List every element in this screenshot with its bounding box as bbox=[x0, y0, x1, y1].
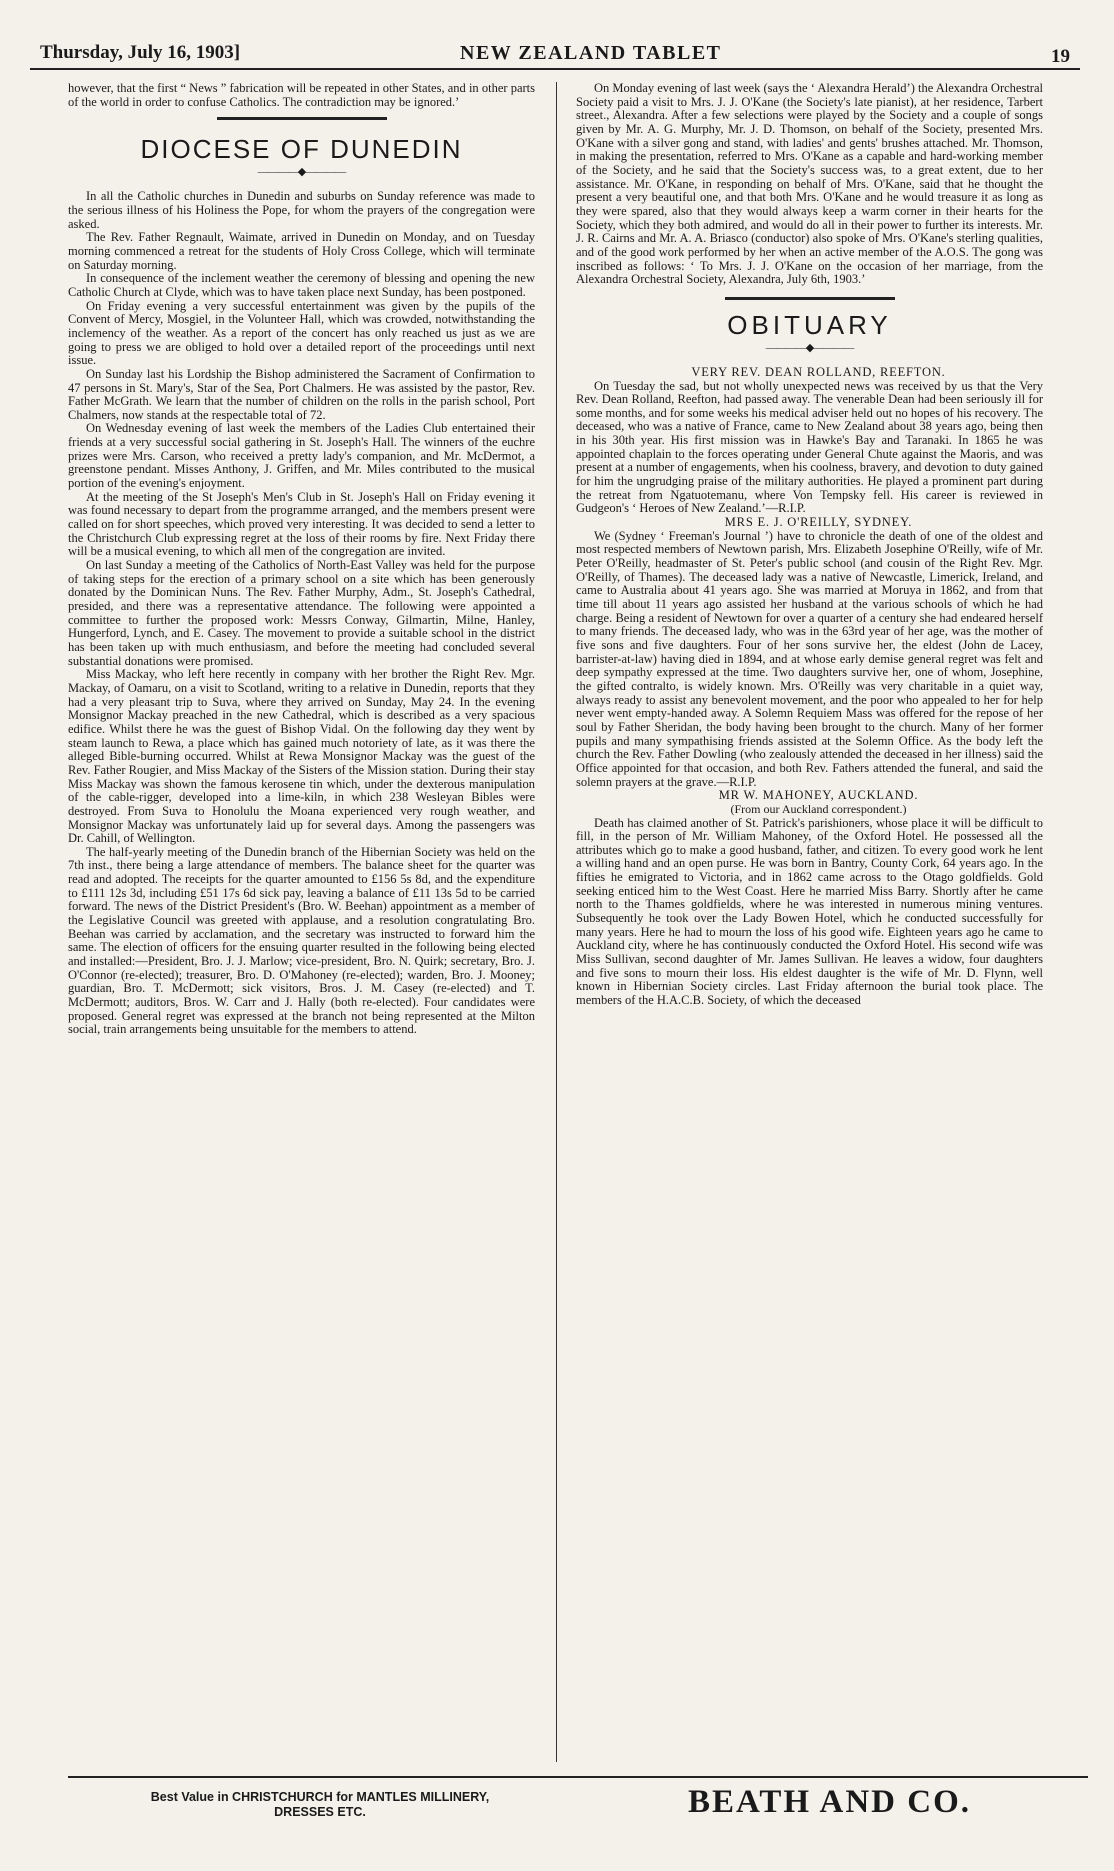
obituary-entry bbox=[576, 789, 1043, 1008]
diocese-paragraphs bbox=[68, 190, 535, 1037]
news-paragraph: On Sunday last his Lordship the Bishop administered the Sacrament of Confirmation to 47 persons in St. Mary's, Star of the Sea, Port Chalmers. He was assisted by the pastor, Rev. Father McGrath. We learn that the number of children on the rolls in the parish school, Port Chalmers, now stands at the respectable total of 72. bbox=[68, 366, 535, 422]
news-paragraph: On last Sunday a meeting of the Catholics of North-East Valley was held for the purpose of taking steps for the erection of a primary school on a site which has been generously donated by the Dominican Nuns. The Rev. Father Murphy, Adm., St. Joseph's Cathedral, presided, and there was a representative attendance. The following were appointed a committee to further the proposed work: Messrs Conway, Gilmartin, Milne, Hanley, Hungerford, Lynch, and E. Casey. The movement to provide a suitable school in the district has been taken up with much enthusiasm, and before the meeting had concluded several substantial donations were promised. bbox=[68, 558, 535, 668]
news-paragraph: In consequence of the inclement weather the ceremony of blessing and opening the new Catholic Church at Clyde, which was to have taken place next Sunday, has been postponed. bbox=[68, 271, 535, 299]
left-column bbox=[68, 82, 535, 1762]
news-paragraph: At the meeting of the St Joseph's Men's Club in St. Joseph's Hall on Friday evening it was found necessary to depart from the programme arranged, and the members present were called on for short speeches, which proved very interesting. It was decided to send a letter to the Christchurch Club expressing regret at the loss of their rooms by fire. Next Friday there will be a musical evening, to which all men of the congregation are invited. bbox=[68, 489, 535, 559]
obituary-text: We (Sydney ‘ Freeman's Journal ’) have to chronicle the death of one of the oldest and most respected members of Newtown parish, Mrs. Elizabeth Josephine O'Reilly, wife of Mr. Peter O'Reilly, headmaster of St. Peter's public school (and cousin of the Right Rev. Mgr. O'Reilly, of Thames). The deceased lady was a native of Newcastle, Limerick, Ireland, and came to Australia about 41 years ago. She was married at Moruya in 1862, and from that time till about 11 years ago assisted her husband at the various schools of which he had charge. Being a resident of Newtown for over a quarter of a century she had endeared herself to many friends. The deceased lady, who was in the 63rd year of her age, was the mother of five sons and five daughters. Four of her sons survive her, the eldest (John de Lacey, barrister-at-law) having died in 1894, and at whose early demise general regret was felt and deep sympathy expressed at the time. Two daughters survive her, one of whom, Josephine, the gifted contralto, is widely known. Mrs. O'Reilly was very charitable in a quiet way, always ready to assist any benevolent movement, and the poor who appealed to her for help never went empty-handed away. A Solemn Requiem Mass was offered for the repose of her soul by Father Sheridan, the body having been brought to the church. Many of her former pupils and many sympathising friends assisted at the Solemn Office. As the body left the church the Rev. Father Dowling (who zealously attended the deceased in her illness) said the Office appointed for that occasion, and both Rev. Fathers attended the funeral, and said the solemn prayers at the grave.—R.I.P. bbox=[576, 528, 1043, 789]
footer-rule bbox=[68, 1776, 1088, 1778]
footer-ad bbox=[110, 1790, 530, 1820]
page-number: 19 bbox=[1051, 46, 1070, 67]
alexandra-paragraph: On Monday evening of last week (says the ‘ Alexandra Herald’) the Alexandra Orchestral Society paid a visit to Mrs. J. J. O'Kane (the Society's late pianist), at her residence, Tarbert street., Alexandra. After a few selections were played by the Society and a couple of songs given by Mr. A. G. Murphy, Mr. J. D. Thomson, on behalf of the Society, presented Mrs. O'Kane with a silver gong and stand, with ladies' and gents' brushes attached. Mr. Thomson, in making the presentation, referred to Mrs. O'Kane as a capable and hard-working member of the Society, and he said that the Society's success was, to a great extent, due to her assistance. Mr. O'Kane, in responding on behalf of Mrs. O'Kane, said that he thought the present a very beautiful one, and that both Mrs. O'Kane and he would treasure it as long as they were spared, also that they would always keep a warm corner in their hearts for the Society, which they both admired, and would do all in their power to further its interests. Mr. J. R. Cairns and Mr. A. A. Briasco (conductor) also spoke of Mrs. O'Kane's sterling qualities, and of the good work performed by her when an active member of the A.O.S. The gong was inscribed as follows: ‘ To Mrs. J. J. O'Kane on the occasion of her marriage, from the Alexandra Orchestral Society, Alexandra, July 6th, 1903.’ bbox=[576, 82, 1043, 287]
obituary-list bbox=[576, 366, 1043, 1008]
obituary-title: OBITUARY bbox=[727, 309, 892, 340]
right-column bbox=[576, 82, 1043, 1762]
news-paragraph: The Rev. Father Regnault, Waimate, arrived in Dunedin on Monday, and on Tuesday morning commenced a retreat for the students of Holy Cross College, which will terminate on Saturday morning. bbox=[68, 230, 535, 272]
publication-title: NEW ZEALAND TABLET bbox=[460, 42, 722, 64]
news-paragraph: On Wednesday evening of last week the members of the Ladies Club entertained their friends at a very successful social gathering in St. Joseph's Hall. The winners of the euchre prizes were Mrs. Carson, who received a pretty lady's companion, and Mr. McDermot, a greenstone pendant. Misses Anthony, J. Griffen, and Mr. Miles contributed to the musical portion of the evening's enjoyment. bbox=[68, 421, 535, 491]
footer-ad-line: DRESSES ETC. bbox=[274, 1805, 366, 1819]
obituary-heading: MR W. MAHONEY, AUCKLAND. bbox=[718, 788, 919, 803]
obituary-heading: MRS E. J. O'REILLY, SYDNEY. bbox=[724, 515, 913, 530]
intro-paragraph: however, that the first “ News ” fabrication will be repeated in other States, and in other parts of the world in order to confuse Catholics. The contradiction may be ignored.’ bbox=[68, 82, 535, 109]
obituary-heading: VERY REV. DEAN ROLLAND, REEFTON. bbox=[691, 364, 946, 379]
news-paragraph: In all the Catholic churches in Dunedin and suburbs on Sunday reference was made to the serious illness of his Holiness the Pope, for whom the prayers of the congregation were asked. bbox=[68, 189, 535, 231]
obituary-entry bbox=[576, 516, 1043, 789]
page-header bbox=[30, 40, 1080, 70]
column-rule bbox=[556, 82, 557, 1762]
obituary-text: Death has claimed another of St. Patrick's parishioners, whose place it will be difficult to fill, in the person of Mr. William Mahoney, of the Oxford Hotel. He possessed all the attributes which go to make a good husband, father, and citizen. To every good work he lent a willing hand and an open purse. He was born in Bantry, County Cork, 64 years ago. In the fifties he emigrated to Victoria, and in 1862 came across to the Otago goldfields. Gold seeking enticed him to the West Coast. Here he married Miss Barry. Shortly after he came north to the Thames goldfields, where he was interested in numerous mining ventures. Subsequently he took over the Lady Bowen Hotel, which he conducted successfully for many years. Here he had to mourn the loss of his good wife. Eighteen years ago he came to Auckland city, where he has continuously conducted the Oxford Hotel. His second wife was Miss Sullivan, second daughter of Mr. James Sullivan. He leaves a widow, four daughters and five sons to mourn their loss. His eldest daughter is the wife of Mr. D. Flynn, well known in Hibernian Society circles. Last Friday afternoon the burial took place. The members of the H.A.C.B. Society, of which the deceased bbox=[576, 815, 1043, 1008]
ornament-divider: ————◆———— bbox=[765, 341, 854, 354]
issue-date: Thursday, July 16, 1903] bbox=[40, 42, 241, 63]
advertiser-brand: BEATH AND CO. bbox=[688, 1784, 972, 1820]
footer-ad-line: Best Value in CHRISTCHURCH for MANTLES MILLINERY, bbox=[150, 1790, 490, 1804]
ornament-divider: ————◆———— bbox=[257, 166, 346, 179]
news-paragraph: Miss Mackay, who left here recently in company with her brother the Right Rev. Mgr. Mackay, of Oamaru, on a visit to Scotland, writing to a relative in Dunedin, reports that they had a very pleasant trip to Suva, where they arrived on Sunday, May 24. In the evening Monsignor Mackay preached in the new Cathedral, which is described as a very spacious edifice. Whilst there he was the guest of Bishop Vidal. On the following day they went by steam launch to Rewa, a place which has gained much notoriety of late, as it was there the alleged Bible-burning occurred. Whilst at Rewa Monsignor Mackay was the guest of the Rev. Father Rougier, and Miss Mackay of the Sisters of the Mission station. During their stay Miss Mackay was shown the famous kerosene tin which, under the dexterous manipulation of the cable-rigger, developed into a lime-kiln, in which 238 Wesleyan Bibles were destroyed. From Suva to Honolulu the Moana experienced very rough weather, and Monsignor Mackay was unfortunately laid up for several days. Among the passengers was Dr. Cahill, of Wellington. bbox=[68, 667, 535, 846]
section-divider bbox=[725, 297, 895, 300]
section-title: DIOCESE OF DUNEDIN bbox=[140, 134, 463, 165]
obituary-text: On Tuesday the sad, but not wholly unexpected news was received by us that the Very Rev. Dean Rolland, Reefton, had passed away. The venerable Dean had been seriously ill for some months, and for some weeks his medical adviser held out no hopes of his recovery. The deceased, who was a native of France, came to New Zealand about 38 years ago, being then in his 30th year. His first mission was in Hawke's Bay and Taranaki. In 1865 he was appointed chaplain to the forces operating under General Chute against the Maoris, and was present at a number of engagements, when his coolness, bravery, and devotion to duty gained for him the ungrudging praise of the military authorities. He played a prominent part during the retreat from Ngatuotemanu, where Von Tempsky fell. His career is reviewed in Gudgeon's ‘ Heroes of New Zealand.’—R.I.P. bbox=[576, 378, 1043, 516]
news-paragraph: On Friday evening a very successful entertainment was given by the pupils of the Convent of Mercy, Mosgiel, in the Volunteer Hall, which was crowded, notwithstanding the inclemency of the weather. As a report of the concert has only reached us just as we are going to press we are obliged to hold over a detailed report of the proceedings until next issue. bbox=[68, 298, 535, 368]
obituary-note: (From our Auckland correspondent.) bbox=[730, 801, 907, 816]
obituary-entry bbox=[576, 366, 1043, 516]
news-paragraph: The half-yearly meeting of the Dunedin branch of the Hibernian Society was held on the 7th inst., there being a large attendance of members. The balance sheet for the quarter was read and adopted. The receipts for the quarter amounted to £156 5s 8d, and the expenditure to £111 12s 3d, including £51 17s 6d sick pay, leaving a balance of £11 13s 5d to be carried forward. The news of the District President's (Bro. W. Beehan) appointment as a member of the Legislative Council was greeted with applause, and a resolution congratulating Bro. Beehan was carried by acclamation, and the secretary was instructed to forward him the same. The election of officers for the ensuing quarter resulted in the following being elected and installed:—President, Bro. J. J. Marlow; vice-president, Bro. N. Quirk; secretary, Bro. J. O'Connor (re-elected); treasurer, Bro. D. O'Mahoney (re-elected); warden, Bro. J. Mooney; guardian, Bro. T. McDermott; sick visitors, Bros. J. M. Casey (re-elected) and T. McDermott; auditors, Bros. W. Carr and J. Hally (both re-elected). Four candidates were proposed. General regret was expressed at the branch not being represented at the Milton social, train arrangements being unsuitable for the members to attend. bbox=[68, 844, 535, 1037]
section-divider bbox=[217, 117, 387, 120]
